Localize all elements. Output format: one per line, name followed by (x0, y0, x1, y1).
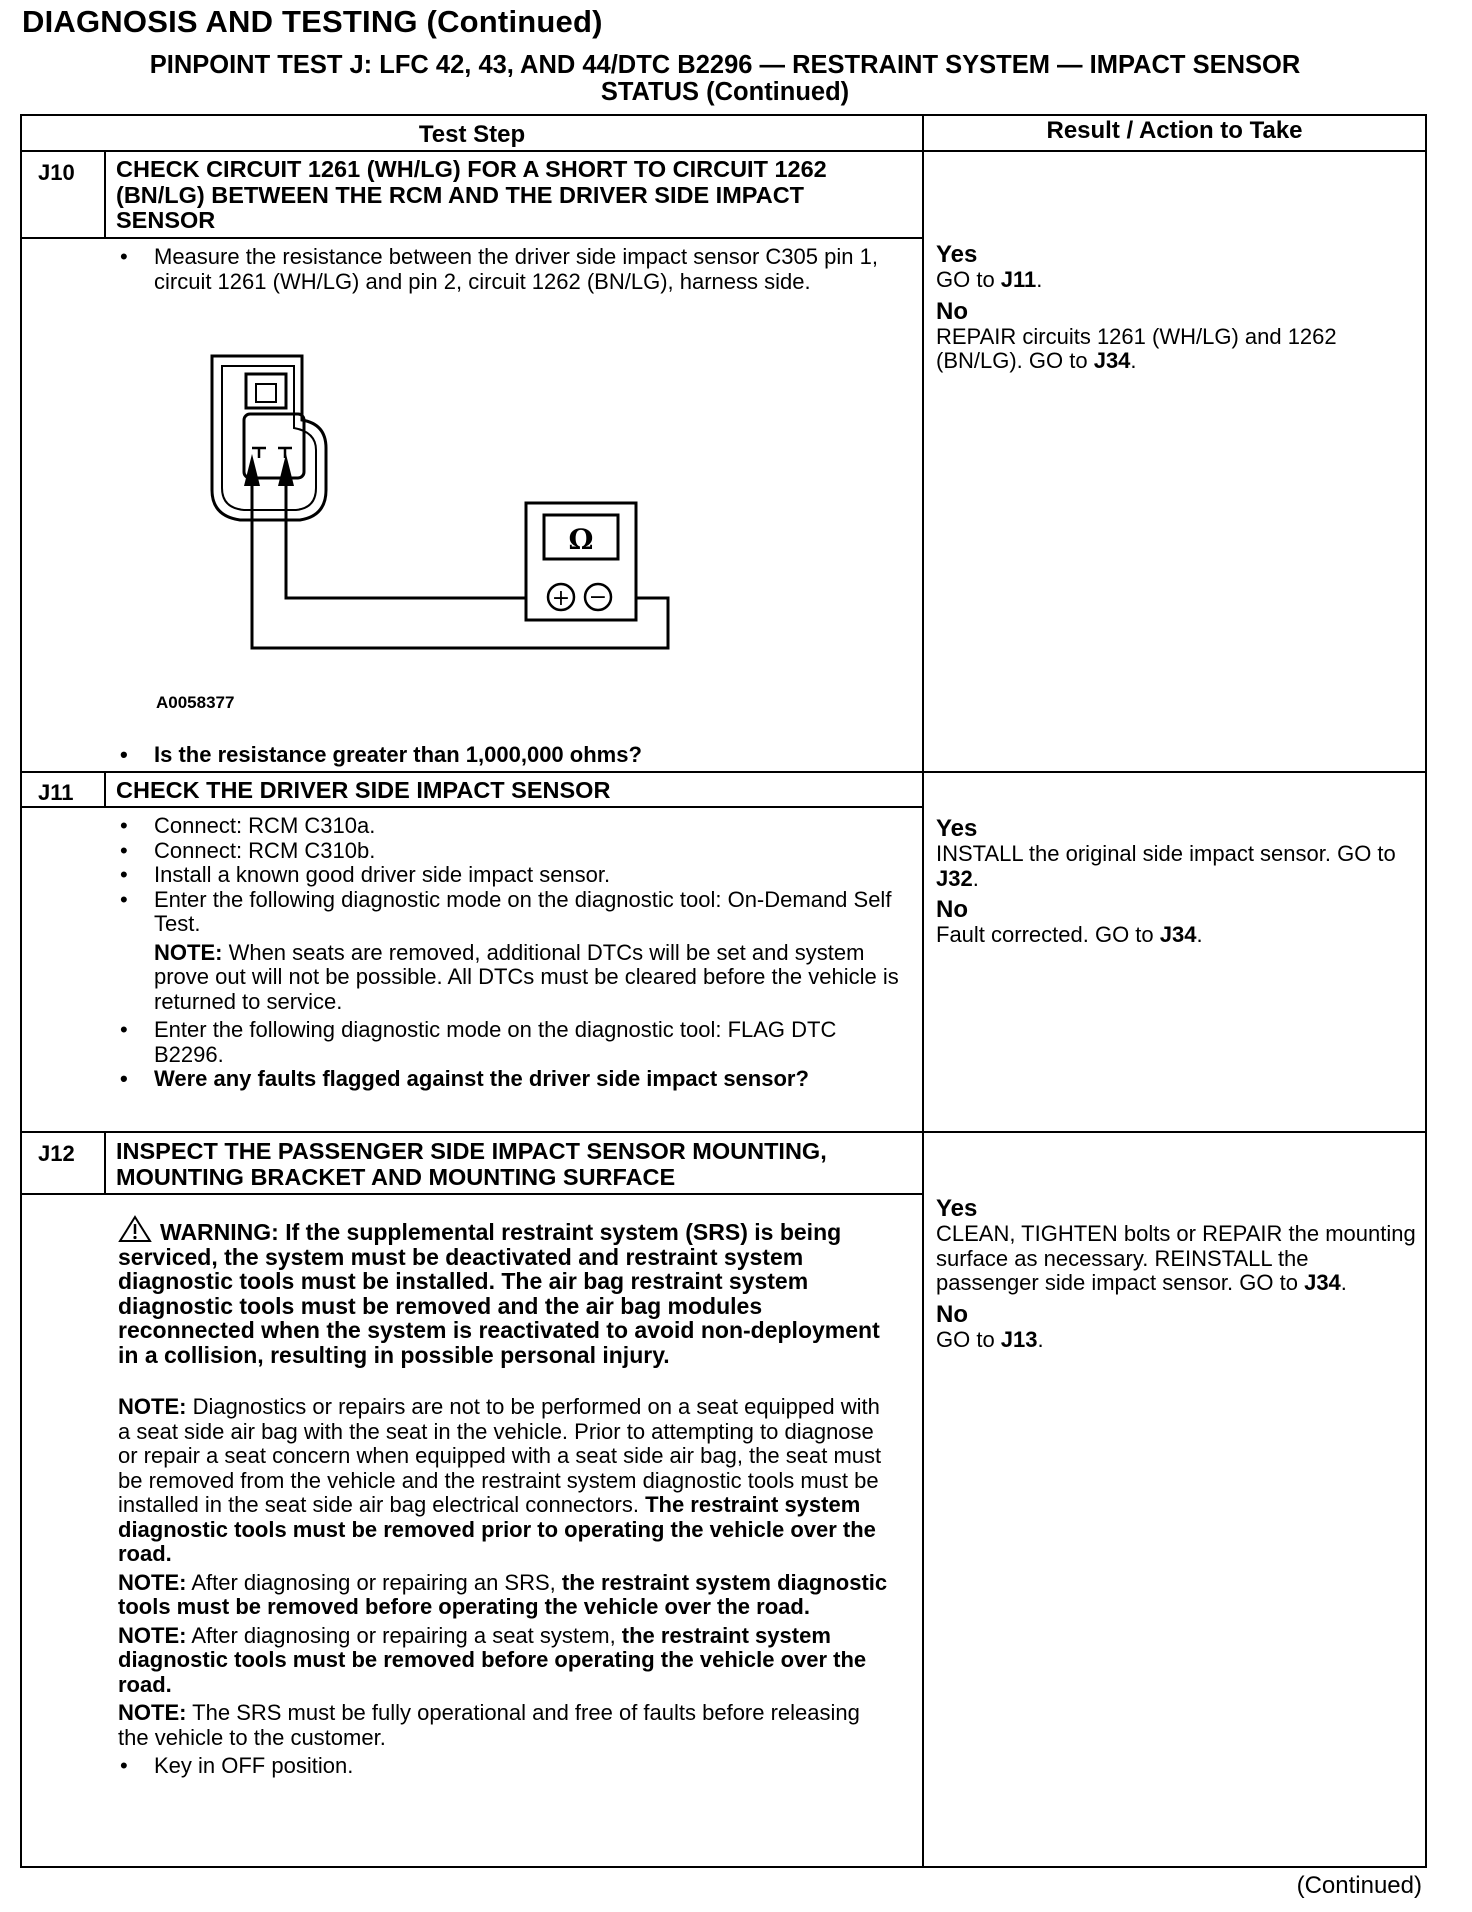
result-j11 (936, 816, 1416, 948)
step-link-j34[interactable]: J34 (1093, 348, 1131, 373)
no-action: REPAIR circuits 1261 (WH/LG) and 1262 (BN/LG). GO to J34. (936, 323, 1337, 373)
step-title-j12: INSPECT THE PASSENGER SIDE IMPACT SENSOR MOUNTING, MOUNTING BRACKET AND MOUNTING SURFACE (116, 1138, 827, 1190)
warning-block: WARNING: If the supplemental restraint system (SRS) is being serviced, the system must be deactivated and restraint system diagnostic tools must be installed. The air bag restraint system diagnostic tools must be removed and the air bag modules reconnected when the system is reactivated to avoid non-deployment in a collision, resulting in possible personal injury. (118, 1215, 894, 1367)
subtitle-line-2: STATUS (Continued) (600, 78, 850, 106)
step-title-j10: CHECK CIRCUIT 1261 (WH/LG) FOR A SHORT TO CIRCUIT 1262 (BN/LG) BETWEEN THE RCM AND THE DRIVER SIDE IMPACT SENSOR (116, 156, 827, 233)
figure-id-label: A0058377 (156, 693, 235, 712)
no-label: No (936, 1300, 968, 1328)
yes-action: GO to J11. (936, 267, 1043, 292)
list-item: • Enter the following diagnostic mode on the diagnostic tool: FLAG DTC B2296. (114, 1018, 904, 1067)
svg-text:+: + (551, 586, 571, 611)
step-link-j34[interactable]: J34 (1159, 922, 1197, 947)
step-title-j11: CHECK THE DRIVER SIDE IMPACT SENSOR (116, 777, 611, 803)
yes-label: Yes (936, 1195, 978, 1222)
no-label: No (936, 297, 968, 325)
step-link-j34[interactable]: J34 (1304, 1270, 1341, 1295)
note-4: NOTE: The SRS must be fully operational and free of faults before releasing the vehicle to the customer. (118, 1700, 860, 1750)
subtitle-line-1: PINPOINT TEST J: LFC 42, 43, AND 44/DTC B2296 — RESTRAINT SYSTEM — IMPACT SENSOR (149, 51, 1301, 79)
list-item: • Key in OFF position. (114, 1754, 894, 1779)
step-id-j10: J10 (38, 160, 75, 185)
step-link-j11[interactable]: J11 (1000, 267, 1037, 292)
no-label: No (936, 896, 968, 923)
list-item: • Enter the following diagnostic mode on the diagnostic tool: On-Demand Self Test. (114, 888, 904, 937)
warning-icon (118, 1215, 152, 1243)
result-j12 (936, 1196, 1416, 1352)
yes-label: Yes (936, 815, 978, 842)
step-id-j11: J11 (38, 780, 74, 805)
ohm-symbol: Ω (568, 523, 594, 556)
note-1: NOTE: Diagnostics or repairs are not to be performed on a seat equipped with a seat side air bag with the seat in the vehicle. Prior to attempting to diagnose or repair a seat concern when equipped with a seat side air bag, the seat must be removed from the vehicle and the restraint system diagnostic tools must be installed in the seat side air bag electrical connectors. The restraint system diagnostic tools must be removed prior to operating the vehicle over the road. (118, 1394, 882, 1566)
question-j10 (114, 743, 894, 768)
svg-text:−: − (588, 585, 608, 610)
column-header-test-step: Test Step (418, 121, 526, 148)
list-item: • Connect: RCM C310a. (114, 814, 904, 839)
step-link-j13[interactable]: J13 (1000, 1326, 1038, 1352)
connector-outline (212, 356, 326, 520)
note-2: NOTE: After diagnosing or repairing an SRS, the restraint system diagnostic tools must be removed before operating the vehicle over the road. (118, 1569, 888, 1619)
continued-footer: (Continued) (1296, 1872, 1422, 1899)
yes-action: CLEAN, TIGHTEN bolts or REPAIR the mounting surface as necessary. REINSTALL the passenger side impact sensor. GO to J34. (936, 1221, 1416, 1295)
step-id-j12: J12 (38, 1141, 75, 1166)
note-j11: NOTE: When seats are removed, additional DTCs will be set and system prove out will not be possible. All DTCs must be cleared before the vehicle is returned to service. (154, 939, 899, 1014)
yes-action: INSTALL the original side impact sensor. GO to J32. (936, 841, 1396, 891)
list-item: • Were any faults flagged against the driver side impact sensor? (114, 1067, 904, 1092)
pinpoint-test-title (20, 52, 1430, 106)
list-item: • Install a known good driver side impact sensor. (114, 863, 904, 888)
step-body-j12 (118, 1215, 894, 1779)
list-item: • Is the resistance greater than 1,000,000 ohms? (114, 743, 894, 768)
list-item: • Measure the resistance between the driver side impact sensor C305 pin 1, circuit 1261 (WH/LG) and pin 2, circuit 1262 (BN/LG), harness side. (114, 245, 894, 294)
connector-measurement-figure (200, 350, 680, 660)
page-title: DIAGNOSIS AND TESTING (Continued) (22, 4, 603, 39)
no-action: GO to J13. (936, 1326, 1044, 1352)
yes-label: Yes (936, 241, 978, 268)
step-link-j32[interactable]: J32 (936, 865, 973, 891)
list-item: • Connect: RCM C310b. (114, 839, 904, 864)
no-action: Fault corrected. GO to J34. (936, 922, 1203, 947)
result-j10 (936, 242, 1416, 374)
column-header-result: Result / Action to Take (1046, 117, 1303, 144)
step-body-j11 (114, 814, 904, 1092)
note-3: NOTE: After diagnosing or repairing a seat system, the restraint system diagnostic tools must be removed before operating the vehicle over the road. (118, 1622, 867, 1697)
step-list-j10 (114, 245, 894, 294)
